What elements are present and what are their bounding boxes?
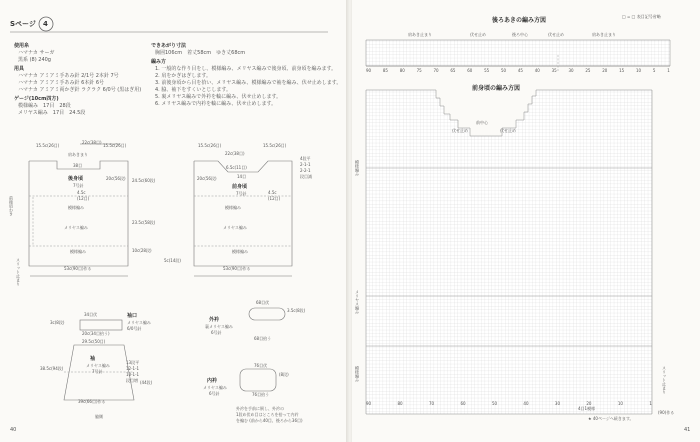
front-chart-title: 前身頃の編み方図 <box>472 85 521 92</box>
ruler-tick: 85 <box>382 68 388 73</box>
ruler-tick: 30 <box>568 68 574 73</box>
cuff-sub: メリヤス編み <box>127 320 151 325</box>
inner-collar-top: 76目伏 <box>254 363 268 368</box>
inner-collar-side: (8段) <box>279 372 289 377</box>
ruler-tick: 80 <box>397 401 403 406</box>
outer-collar-top: 68目伏 <box>256 300 270 305</box>
sleeve-bottom: 39c(66目)作る <box>78 399 106 404</box>
back-tag-a: 4.5c <box>77 190 86 195</box>
front-neck-top: 22c(38目) <box>225 151 245 156</box>
howto-line: 2. 肩をかぎはぎします。 <box>155 73 211 79</box>
back-h2: 23.5c(58段) <box>132 220 156 225</box>
sleeve-top: 29.5c(50目) <box>82 339 106 344</box>
front-edge: 20c(56段) <box>197 176 217 181</box>
ruler-tick: 40 <box>523 401 529 406</box>
sleeve-inc: 13段平 <box>126 360 140 365</box>
sleeve-inc: 10-1-1 <box>126 372 140 377</box>
slit-label: スリット止まり <box>662 366 667 394</box>
ruler-tick: 75 <box>416 68 422 73</box>
ruler-tick: 55 <box>484 68 490 73</box>
front-side-measure-r: 15.5c(26目) <box>263 143 287 148</box>
tools-line: ハマナカ アミアミ手あみ針 2/1号 2本針 7号 <box>18 73 119 79</box>
ruler-tick: 15 <box>619 68 625 73</box>
pattern-repeat-note: 4目1模様 <box>578 406 596 411</box>
inner-collar-sub1: メリヤス編み <box>203 385 227 390</box>
sleeve-side: (44段) <box>140 380 153 385</box>
howto-line: 4. 脇、袖下をすくいとじします。 <box>155 87 231 93</box>
section-label: Sページ <box>10 20 36 28</box>
gauge-line: 模様編み 17目 28段 <box>18 103 71 109</box>
side-mid-label: メリヤス編み <box>355 290 360 314</box>
front-width: 53c(90目)作る <box>223 266 251 271</box>
back-h1: 24.5c(60段) <box>132 178 156 183</box>
left-page <box>0 0 348 442</box>
materials-title: 使用糸 <box>14 43 30 49</box>
back-tag: (12目) <box>77 196 90 201</box>
ruler-tick: 60 <box>460 401 466 406</box>
front-name: 前身頃 <box>232 184 248 190</box>
page-number-right: 41 <box>684 427 691 433</box>
back-right-note: スリット止まり <box>16 258 21 286</box>
cuff-side: 3c(8段) <box>50 320 65 325</box>
ruler-tick: 35 <box>551 68 557 73</box>
back-left-note: 前後肩わき <box>9 196 14 216</box>
collar-note: 1段め伏め目はところを拾って内衿 <box>236 412 299 417</box>
back-h3: 10c(28段) <box>132 248 152 253</box>
sleeve-part: 脇側 <box>95 414 103 419</box>
front-neck-w: 6.5c(11目) <box>226 165 247 170</box>
side-bottom-label: 模様編み <box>355 366 360 382</box>
cuff-shape <box>80 320 122 330</box>
back-chart-ruler <box>366 68 670 73</box>
back-neck-measure: 22c(38目) <box>82 140 102 145</box>
materials-line: ハマナカ サーガ <box>18 50 55 56</box>
outer-collar-side: 3.5c(8段) <box>287 308 306 313</box>
front-dec: 段目減 <box>300 174 312 179</box>
front-stitch-bottom: 模様編み <box>232 249 248 254</box>
right-charts <box>352 0 700 442</box>
cuff-top: 34目伏 <box>84 312 98 317</box>
inner-collar-bottom: 76目拾う <box>252 392 270 397</box>
outer-collar-sub2: 6号針 <box>211 330 222 335</box>
sleeve-inc: 段目増 <box>126 378 138 383</box>
ruler-tick: 40 <box>534 68 540 73</box>
front-center-count: 14目 <box>237 174 247 179</box>
outer-collar-name: 外衿 <box>209 317 220 323</box>
outer-collar-shape <box>249 308 285 320</box>
sleeve-sub1: メリヤス編み <box>86 363 110 368</box>
back-shoulder-right: 肩あき止まり <box>592 32 616 37</box>
neck-stop-left: 伏せ止め <box>452 128 468 133</box>
sleeve-sub2: 7号針 <box>92 369 103 374</box>
ruler-tick: 80 <box>399 68 405 73</box>
back-center-label: 後ろ中心 <box>512 32 528 37</box>
ruler-tick: 20 <box>586 401 592 406</box>
back-needle: 7号針 <box>73 183 84 188</box>
ruler-tick: 5 <box>652 68 656 73</box>
tools-line: ハマナカ アミアミ両かぎ針 ラクラク 6/0号 (黒はぎ用) <box>18 87 142 93</box>
howto-line: 5. 裏メリヤス編みで外衿を輪に編み、伏せ止めします。 <box>155 94 282 100</box>
tools-title: 用具 <box>14 66 25 72</box>
cuff-note: 6/0号針 <box>127 326 142 331</box>
ruler-tick: 25 <box>585 68 591 73</box>
back-name: 後身頃 <box>68 176 84 182</box>
front-needle: 7号針 <box>236 191 247 196</box>
cast-on-note: (90)作る <box>658 410 675 415</box>
front-h-low: 5c(14段) <box>164 258 181 263</box>
front-stitch-top: 模様編み <box>225 205 241 210</box>
front-tag-a: 4.5c <box>268 190 277 195</box>
howto-line: 6. メリヤス編みで内衿を輪に編み、伏せ止めします。 <box>155 101 277 107</box>
ruler-tick: 10 <box>617 401 623 406</box>
inner-collar-sub2: 6号針 <box>209 391 220 396</box>
sleeve-height: 38.5c(94段) <box>40 366 64 371</box>
materials-line: 黒系 (8) 240g <box>18 57 51 63</box>
back-neck-chart-grid <box>366 40 670 66</box>
ruler-tick: 30 <box>554 401 560 406</box>
page-number-left: 40 <box>10 427 17 433</box>
back-chart-title: 後ろあきの編み方図 <box>492 17 547 24</box>
symbol-legend: □ = □ 表目記号省略 <box>622 14 661 19</box>
back-shoulder-left: 肩あき止まり <box>408 32 432 37</box>
howto-title: 編み方 <box>151 59 167 65</box>
section-number: 4 <box>43 20 48 28</box>
cuff-w: 20c(34目拾う) <box>82 331 110 336</box>
collar-note: を編む (前から40目、後ろから36目) <box>236 418 303 423</box>
gauge-title: ゲージ(10cm四方) <box>14 96 59 102</box>
right-page <box>352 0 700 442</box>
ruler-tick: 45 <box>517 68 523 73</box>
gauge-line: メリヤス編み 17目 24.5段 <box>18 110 86 116</box>
ruler-tick: 50 <box>491 401 498 406</box>
collar-note: 外衿を手前に倒し、外衿の <box>236 406 284 411</box>
neck-stop-right: 伏せ止め <box>500 128 516 133</box>
howto-line: 3. 前後身頃から目を拾い、メリヤス編み、模様編みで袖を編み、伏せ止めします。 <box>155 80 342 86</box>
finished-line: 胸囲106cm 着丈58cm ゆき丈68cm <box>155 50 246 56</box>
back-neck-label: 伏せ止め <box>470 32 486 37</box>
sleeve-inc: 12-1-1 <box>126 366 140 371</box>
ruler-tick: 10 <box>636 68 642 73</box>
ruler-tick: 60 <box>467 68 473 73</box>
back-stitch-mid: メリヤス編み <box>64 225 88 230</box>
ruler-tick: 90 <box>366 68 372 73</box>
front-dec: 4段平 <box>300 156 311 161</box>
front-dec: 2-1-1 <box>300 162 311 167</box>
back-edge: 20c(56段) <box>106 176 126 181</box>
ruler-tick: 70 <box>428 401 435 406</box>
inner-collar-shape <box>240 369 276 391</box>
ruler-tick: 70 <box>433 68 439 73</box>
continued-note: ★ 40ページへ続きます。 <box>588 416 634 421</box>
front-stitch-mid: メリヤス編み <box>223 225 247 230</box>
outer-collar-bottom: 68目拾う <box>254 336 272 341</box>
front-center-label: 前中心 <box>476 120 488 125</box>
finished-title: できあがり寸法 <box>151 43 187 49</box>
ruler-tick: 1 <box>649 401 652 406</box>
cuff-name: 袖口 <box>127 313 138 319</box>
front-side-measure: 15.5c(26目) <box>198 143 222 148</box>
ruler-tick: 20 <box>602 68 608 73</box>
side-top-label: 模様編み <box>355 160 360 176</box>
front-dec: 2-2-1 <box>300 168 311 173</box>
front-tag: (12目) <box>268 196 281 201</box>
inner-collar-name: 内衿 <box>207 378 218 384</box>
back-side-measure: 15.5c(26目) <box>36 143 60 148</box>
front-chart-grid <box>366 90 652 414</box>
back-stitch-bottom: 模様編み <box>70 249 86 254</box>
back-top-mark: 肩あきまり <box>68 152 88 157</box>
back-stitch-top: 模様編み <box>68 205 84 210</box>
ruler-tick: 65 <box>450 68 456 73</box>
back-neck-count: 38目 <box>73 163 83 168</box>
ruler-tick: 50 <box>501 68 507 73</box>
front-chart-ruler <box>366 401 652 406</box>
ruler-tick: 1 <box>667 68 670 73</box>
sleeve-name: 袖 <box>90 356 96 362</box>
back-neck-label-r: 伏せ止め <box>548 32 564 37</box>
back-side-measure-r: 15.5c(26目) <box>103 143 127 148</box>
howto-line: 1. 一般的な作り目をし、模様編み、メリヤス編みで後身頃、前身頃を編みます。 <box>155 66 337 72</box>
outer-collar-sub1: 裏メリヤス編み <box>205 324 233 329</box>
back-width: 53c(90目)作る <box>64 266 92 271</box>
ruler-tick: 90 <box>366 401 372 406</box>
tools-line: ハマナカ アミアミ手あみ針 6本針 6号 <box>18 80 105 86</box>
